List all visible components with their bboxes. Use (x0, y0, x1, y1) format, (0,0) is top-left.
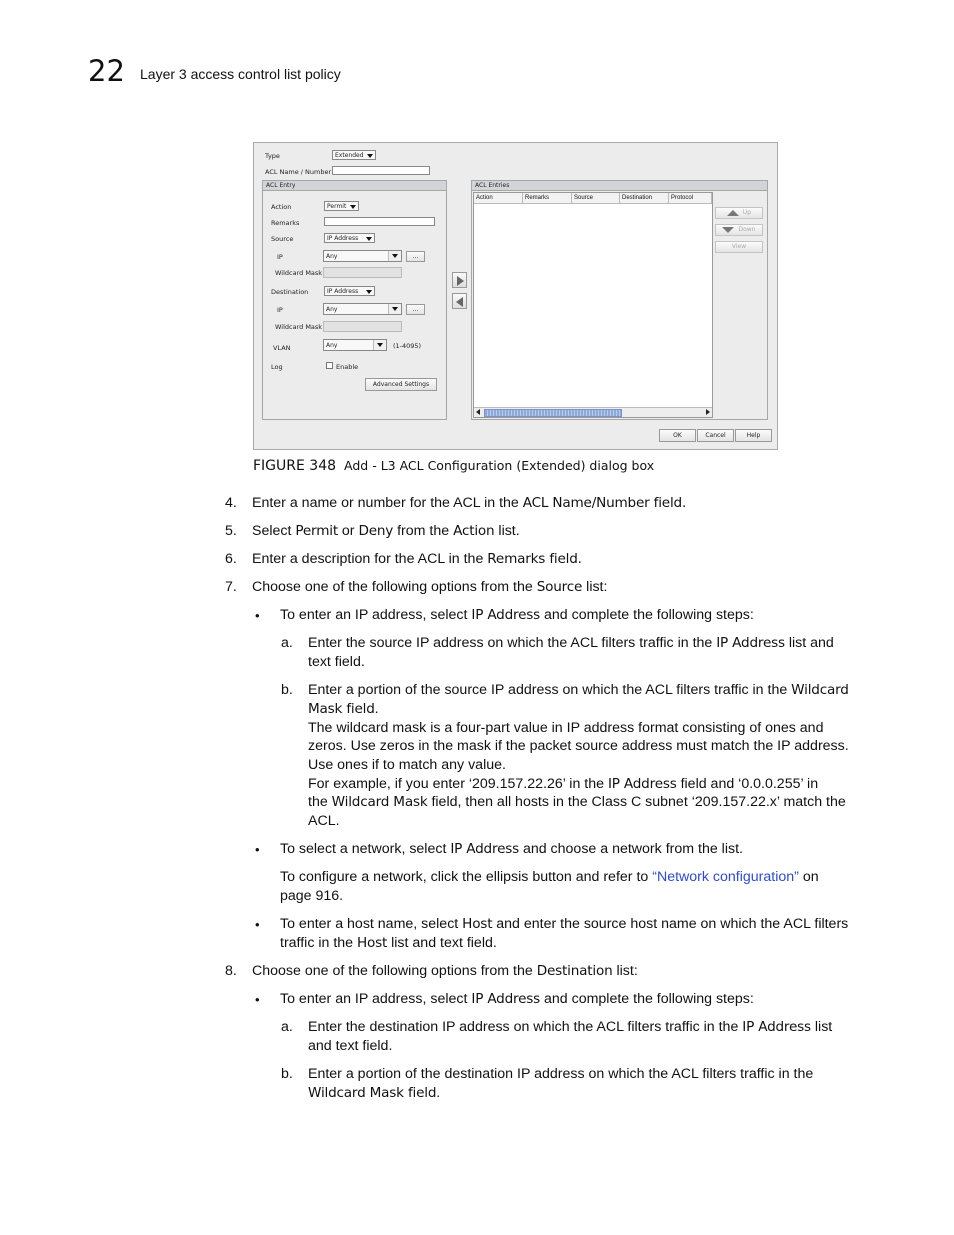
text: . (374, 701, 379, 717)
action-value: Permit (327, 203, 347, 210)
log-enable-checkbox[interactable] (326, 362, 333, 369)
acl-name-label: ACL Name / Number (265, 168, 332, 176)
dst-wildcard-input[interactable] (323, 321, 402, 332)
enable-label: Enable (336, 363, 359, 371)
text: Select (252, 523, 296, 539)
text: list: (612, 963, 638, 979)
dst-ellipsis-button[interactable]: ... (406, 304, 425, 315)
substep-b-line6 (308, 775, 818, 794)
text: and complete the following steps: (540, 607, 754, 623)
step-5 (252, 522, 520, 541)
text: To configure a network, click the ellipsis button and refer to (280, 869, 653, 885)
substep-b (308, 681, 849, 700)
text: and enter the source host name on which the ACL filters (492, 916, 849, 932)
chevron-down-icon (388, 304, 401, 314)
dest-value: IP Address (327, 288, 359, 295)
step-number: 7. (225, 579, 237, 595)
substep-b-line4: zeros. Use zeros in the mask if the packet source address must match the IP address. (308, 738, 849, 754)
ui-term: Remarks field. (487, 551, 582, 567)
substep-a (308, 634, 834, 653)
chevron-down-icon (366, 237, 372, 241)
src-wildcard-input[interactable] (323, 267, 402, 278)
help-button[interactable]: Help (735, 429, 772, 442)
ui-term: Source (536, 579, 583, 595)
text: Choose one of the following options from the (252, 963, 537, 979)
vlan-value: Any (326, 342, 338, 349)
step-number: 6. (225, 551, 237, 567)
text: and choose a network from the list. (519, 841, 743, 857)
acl-entries-table[interactable] (473, 192, 713, 418)
substep-b-line3: The wildcard mask is a four-part value in IP address format consisting of ones and (308, 720, 824, 736)
text: traffic in the (280, 935, 358, 951)
action-select[interactable] (324, 201, 359, 211)
chevron-down-icon (367, 154, 373, 158)
bullet-host (280, 915, 848, 934)
source-select[interactable] (324, 233, 375, 243)
ui-term: Deny (358, 523, 394, 539)
add-entry-button[interactable] (452, 272, 467, 288)
substep-a-cont: text field. (308, 654, 365, 670)
ui-term: Wildcard (791, 682, 849, 698)
scroll-thumb[interactable] (484, 409, 622, 417)
column-header[interactable]: Remarks (523, 193, 572, 204)
ui-term: Mask field (308, 701, 375, 717)
chevron-down-icon (366, 290, 372, 294)
text: For example, if you enter ‘209.157.22.26’ in the (308, 776, 608, 792)
text: Choose one of the following options from the (252, 579, 537, 595)
substep-b-line7 (308, 793, 846, 812)
scroll-left-icon[interactable] (476, 409, 480, 415)
horizontal-scrollbar[interactable] (474, 407, 712, 417)
step-number: 4. (225, 495, 237, 511)
chapter-number: 22 (88, 54, 125, 88)
remove-entry-button[interactable] (452, 293, 467, 309)
source-value: IP Address (327, 235, 359, 242)
chevron-down-icon (350, 205, 356, 209)
text: Enter a description for the ACL in the (252, 551, 488, 567)
text: Enter the source IP address on which the ACL filters traffic in the (308, 635, 717, 651)
network-config-note (280, 868, 819, 887)
text: list and text field. (387, 935, 497, 951)
step-8 (252, 962, 638, 981)
substep-letter: a. (281, 1019, 293, 1035)
type-select[interactable] (332, 150, 376, 160)
dest-substep-a-cont: and text field. (308, 1038, 393, 1054)
type-label: Type (265, 152, 280, 160)
ui-term: ACL Name/Number field. (522, 495, 687, 511)
bullet: • (255, 917, 260, 932)
dst-wildcard-label: Wildcard Mask (275, 323, 323, 331)
vlan-label: VLAN (273, 344, 291, 352)
text: from the (393, 523, 454, 539)
acl-entries-title: ACL Entries (472, 181, 767, 191)
step-4 (252, 494, 686, 513)
text: field, then all hosts in the Class C subnet ‘209.157.22.x’ match the (427, 794, 846, 810)
bullet-dest-ip-address (280, 990, 754, 1009)
dest-substep-a (308, 1018, 832, 1037)
vlan-select[interactable] (323, 339, 387, 351)
bullet: • (255, 842, 260, 857)
ui-term: IP Address (742, 1019, 811, 1035)
arrow-down-icon (722, 227, 734, 233)
text: on (798, 869, 819, 885)
figure-label: FIGURE 348 (253, 458, 337, 474)
up-button[interactable] (715, 207, 763, 219)
ui-term: Wildcard Mask (331, 794, 428, 810)
ui-term: Host (462, 916, 493, 932)
substep-b-line8: ACL. (308, 813, 340, 829)
ui-term: Permit (295, 523, 338, 539)
src-ip-label: IP (277, 253, 283, 261)
src-ellipsis-button[interactable]: ... (406, 251, 425, 262)
ui-term: IP Address (716, 635, 785, 651)
vlan-range: (1-4095) (393, 342, 422, 350)
src-wildcard-label: Wildcard Mask (275, 269, 323, 277)
substep-letter: b. (281, 1066, 293, 1082)
scroll-right-icon[interactable] (706, 409, 710, 415)
remarks-label: Remarks (271, 219, 300, 227)
substep-letter: a. (281, 635, 293, 651)
destination-select[interactable] (324, 286, 375, 296)
network-configuration-link[interactable]: “Network configuration” (652, 869, 799, 885)
text: or (337, 523, 359, 539)
ui-term: IP Address (471, 991, 541, 1007)
arrow-left-icon (456, 297, 463, 307)
ui-term: IP Address (471, 607, 541, 623)
type-value: Extended (335, 152, 364, 159)
dst-ip-label: IP (277, 306, 283, 314)
ui-term: Action (453, 523, 495, 539)
text: the (308, 794, 332, 810)
text: list (810, 1019, 833, 1035)
down-button[interactable] (715, 224, 763, 236)
bullet-ip-address (280, 606, 754, 625)
text: . (436, 1085, 441, 1101)
substep-letter: b. (281, 682, 293, 698)
figure-caption (253, 458, 654, 474)
ui-term: Wildcard Mask field (308, 1085, 437, 1101)
substep-b-line5: Use ones if to match any value. (308, 757, 506, 773)
dst-ip-select[interactable] (323, 303, 402, 315)
text: list: (582, 579, 608, 595)
dest-substep-b: Enter a portion of the destination IP address on which the ACL filters traffic in the (308, 1066, 814, 1082)
advanced-settings-button[interactable]: Advanced Settings (365, 378, 437, 391)
figure-text: Add - L3 ACL Configuration (Extended) dialog box (344, 458, 655, 473)
text: and complete the following steps: (540, 991, 754, 1007)
log-label: Log (271, 363, 283, 371)
column-header[interactable]: Destination (620, 193, 669, 204)
ui-term: Destination (536, 963, 613, 979)
network-config-note-cont: page 916. (280, 888, 344, 904)
text: Enter the destination IP address on which the ACL filters traffic in the (308, 1019, 743, 1035)
text: To select a network, select (280, 841, 451, 857)
dest-substep-b-cont (308, 1084, 440, 1103)
text: Enter a name or number for the ACL in the (252, 495, 523, 511)
src-ip-select[interactable] (323, 250, 402, 262)
acl-entry-title: ACL Entry (263, 181, 446, 191)
text: Enter a portion of the source IP address on which the ACL filters traffic in the (308, 682, 792, 698)
bullet-host-cont (280, 934, 497, 953)
step-6 (252, 550, 582, 569)
step-number: 8. (225, 963, 237, 979)
ok-button[interactable]: OK (659, 429, 696, 442)
text: list. (494, 523, 520, 539)
bullet: • (255, 992, 260, 1007)
up-label: Up (742, 209, 752, 216)
source-label: Source (271, 235, 294, 243)
remarks-input[interactable] (324, 217, 435, 226)
text: To enter an IP address, select (280, 607, 472, 623)
step-7 (252, 578, 607, 597)
bullet-network (280, 840, 743, 859)
text: To enter a host name, select (280, 916, 463, 932)
ui-term: IP Address (450, 841, 519, 857)
view-button[interactable]: View (715, 241, 763, 253)
column-header[interactable]: Action (474, 193, 523, 204)
destination-label: Destination (271, 288, 309, 296)
bullet: • (255, 608, 260, 623)
dst-ip-value: Any (326, 306, 338, 313)
ui-term: IP Address (607, 776, 677, 792)
ui-term: Host (357, 935, 388, 951)
text: field and ‘0.0.0.255’ in (676, 776, 819, 792)
chevron-down-icon (373, 340, 386, 350)
substep-b-line2 (308, 700, 379, 719)
action-label: Action (271, 203, 292, 211)
chapter-title: Layer 3 access control list policy (140, 66, 341, 82)
text: To enter an IP address, select (280, 991, 472, 1007)
column-header[interactable]: Protocol (669, 193, 712, 204)
chevron-down-icon (388, 251, 401, 261)
step-number: 5. (225, 523, 237, 539)
arrow-right-icon (457, 276, 464, 286)
acl-name-input[interactable] (332, 166, 430, 175)
column-header[interactable]: Source (572, 193, 620, 204)
text: list and (784, 635, 834, 651)
arrow-up-icon (727, 210, 739, 216)
down-label: Down (738, 226, 756, 233)
cancel-button[interactable]: Cancel (697, 429, 734, 442)
src-ip-value: Any (326, 253, 338, 260)
